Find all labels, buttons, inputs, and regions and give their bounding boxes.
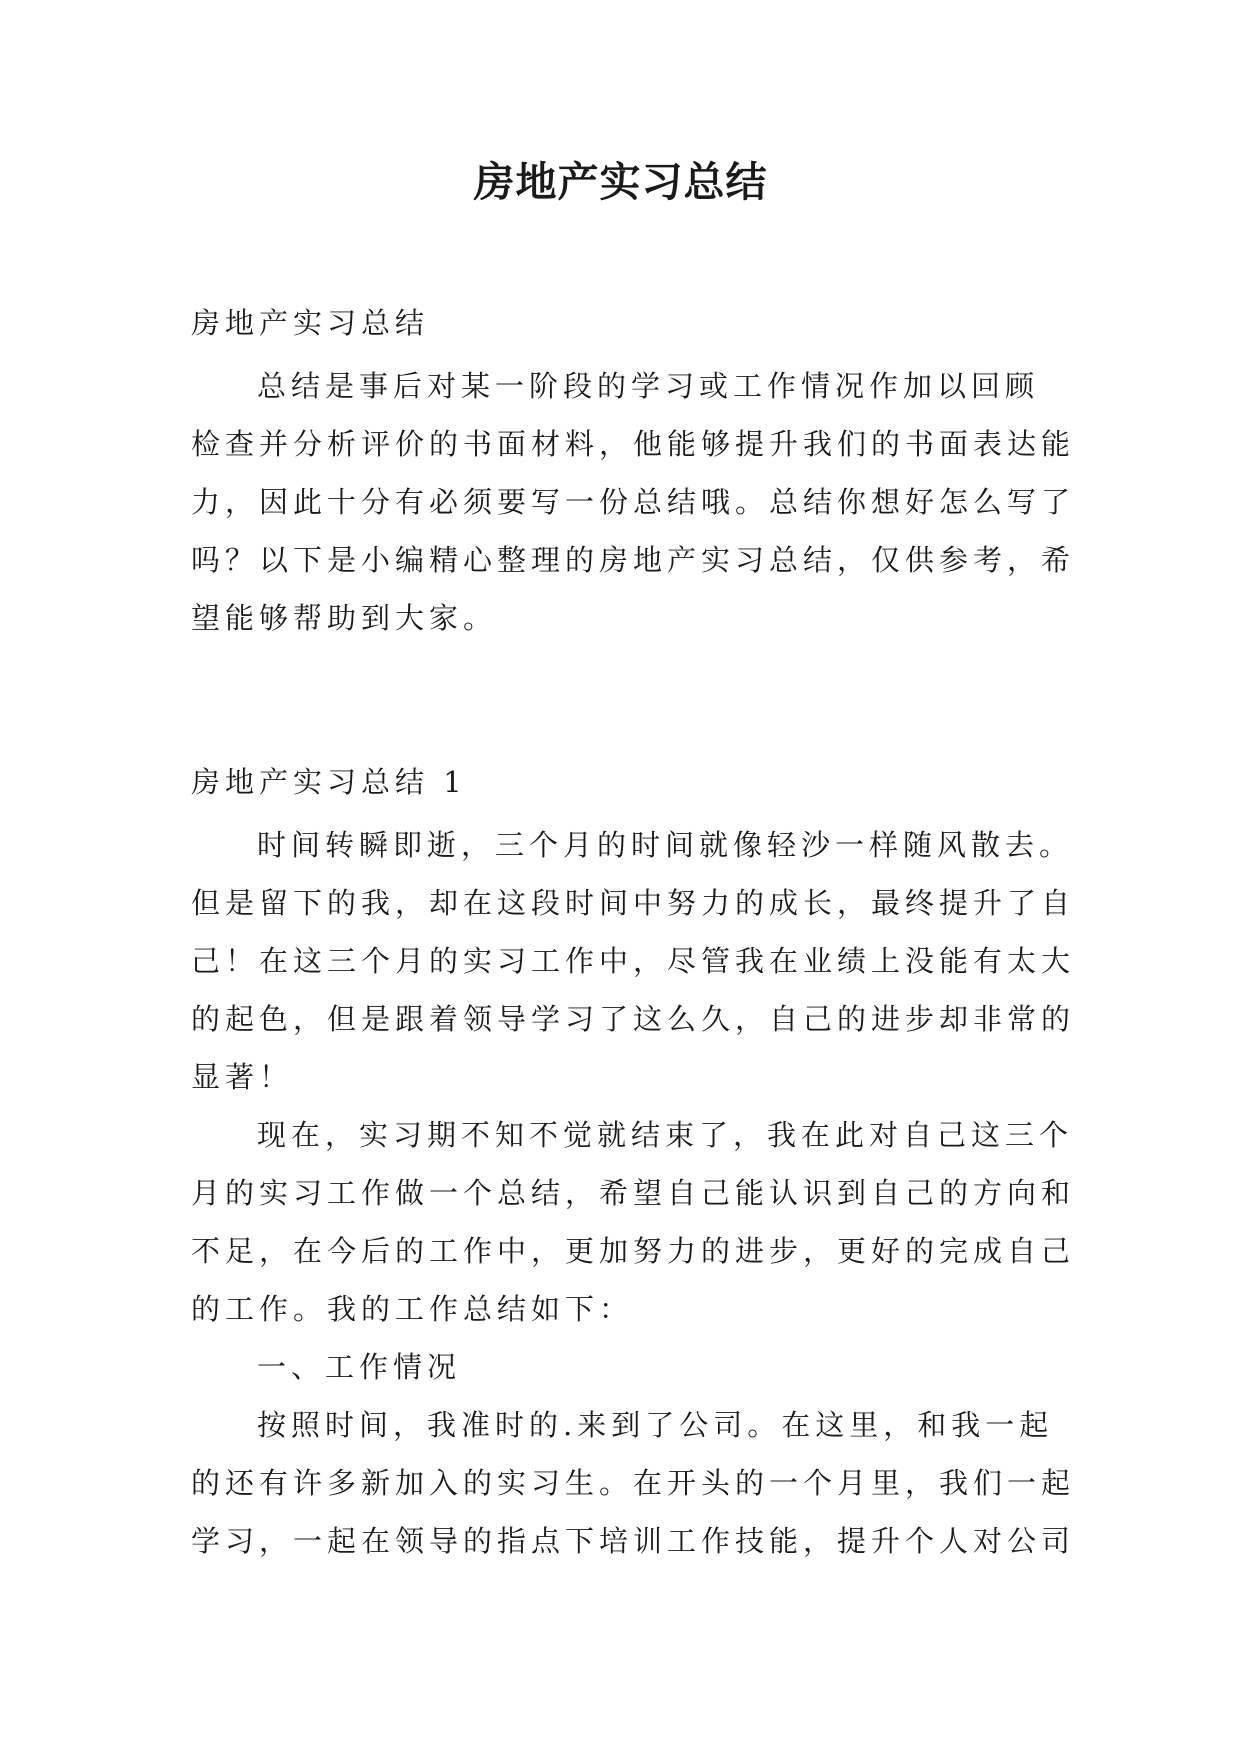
subtitle-text: 房地产实习总结 — [191, 306, 430, 340]
subheading-text: 一、工作情况 — [257, 1350, 462, 1384]
paragraph-line: 按照时间，我准时的.来到了公司。在这里，和我一起 — [257, 1408, 1054, 1442]
section-heading-text: 房地产实习总结 1 — [191, 765, 467, 799]
paragraph-line: 不足，在今后的工作中，更加努力的进步，更好的完成自己 — [191, 1234, 1076, 1268]
paragraph-line: 己！在这三个月的实习工作中，尽管我在业绩上没能有太大 — [191, 944, 1076, 978]
intro-line: 检查并分析评价的书面材料，他能够提升我们的书面表达能 — [191, 427, 1076, 461]
intro-line: 吗？以下是小编精心整理的房地产实习总结，仅供参考，希 — [191, 543, 1076, 577]
paragraph-3 — [191, 1396, 1076, 1570]
paragraph-line: 显著！ — [191, 1060, 294, 1094]
paragraph-1 — [191, 816, 1076, 1106]
paragraph-line: 月的实习工作做一个总结，希望自己能认识到自己的方向和 — [191, 1176, 1076, 1210]
document-title: 房地产实习总结 — [473, 158, 768, 206]
intro-line: 力，因此十分有必须要写一份总结哦。总结你想好怎么写了 — [191, 485, 1076, 519]
paragraph-line: 的还有许多新加入的实习生。在开头的一个月里，我们一起 — [191, 1466, 1076, 1500]
document-subtitle — [191, 294, 1051, 352]
paragraph-line: 时间转瞬即逝，三个月的时间就像轻沙一样随风散去。 — [257, 828, 1074, 862]
intro-paragraph — [191, 357, 1076, 647]
subheading — [191, 1338, 1051, 1396]
paragraph-line: 现在，实习期不知不觉就结束了，我在此对自己这三个 — [257, 1118, 1074, 1152]
paragraph-2 — [191, 1106, 1076, 1338]
paragraph-line: 的工作。我的工作总结如下： — [191, 1292, 634, 1326]
intro-line: 望能够帮助到大家。 — [191, 601, 498, 635]
paragraph-line: 的起色，但是跟着领导学习了这么久，自己的进步却非常的 — [191, 1002, 1076, 1036]
paragraph-line: 学习，一起在领导的指点下培训工作技能，提升个人对公司 — [191, 1524, 1076, 1558]
paragraph-line: 但是留下的我，却在这段时间中努力的成长，最终提升了自 — [191, 886, 1076, 920]
intro-line: 总结是事后对某一阶段的学习或工作情况作加以回顾 — [257, 369, 1040, 403]
section-heading — [191, 753, 1051, 811]
